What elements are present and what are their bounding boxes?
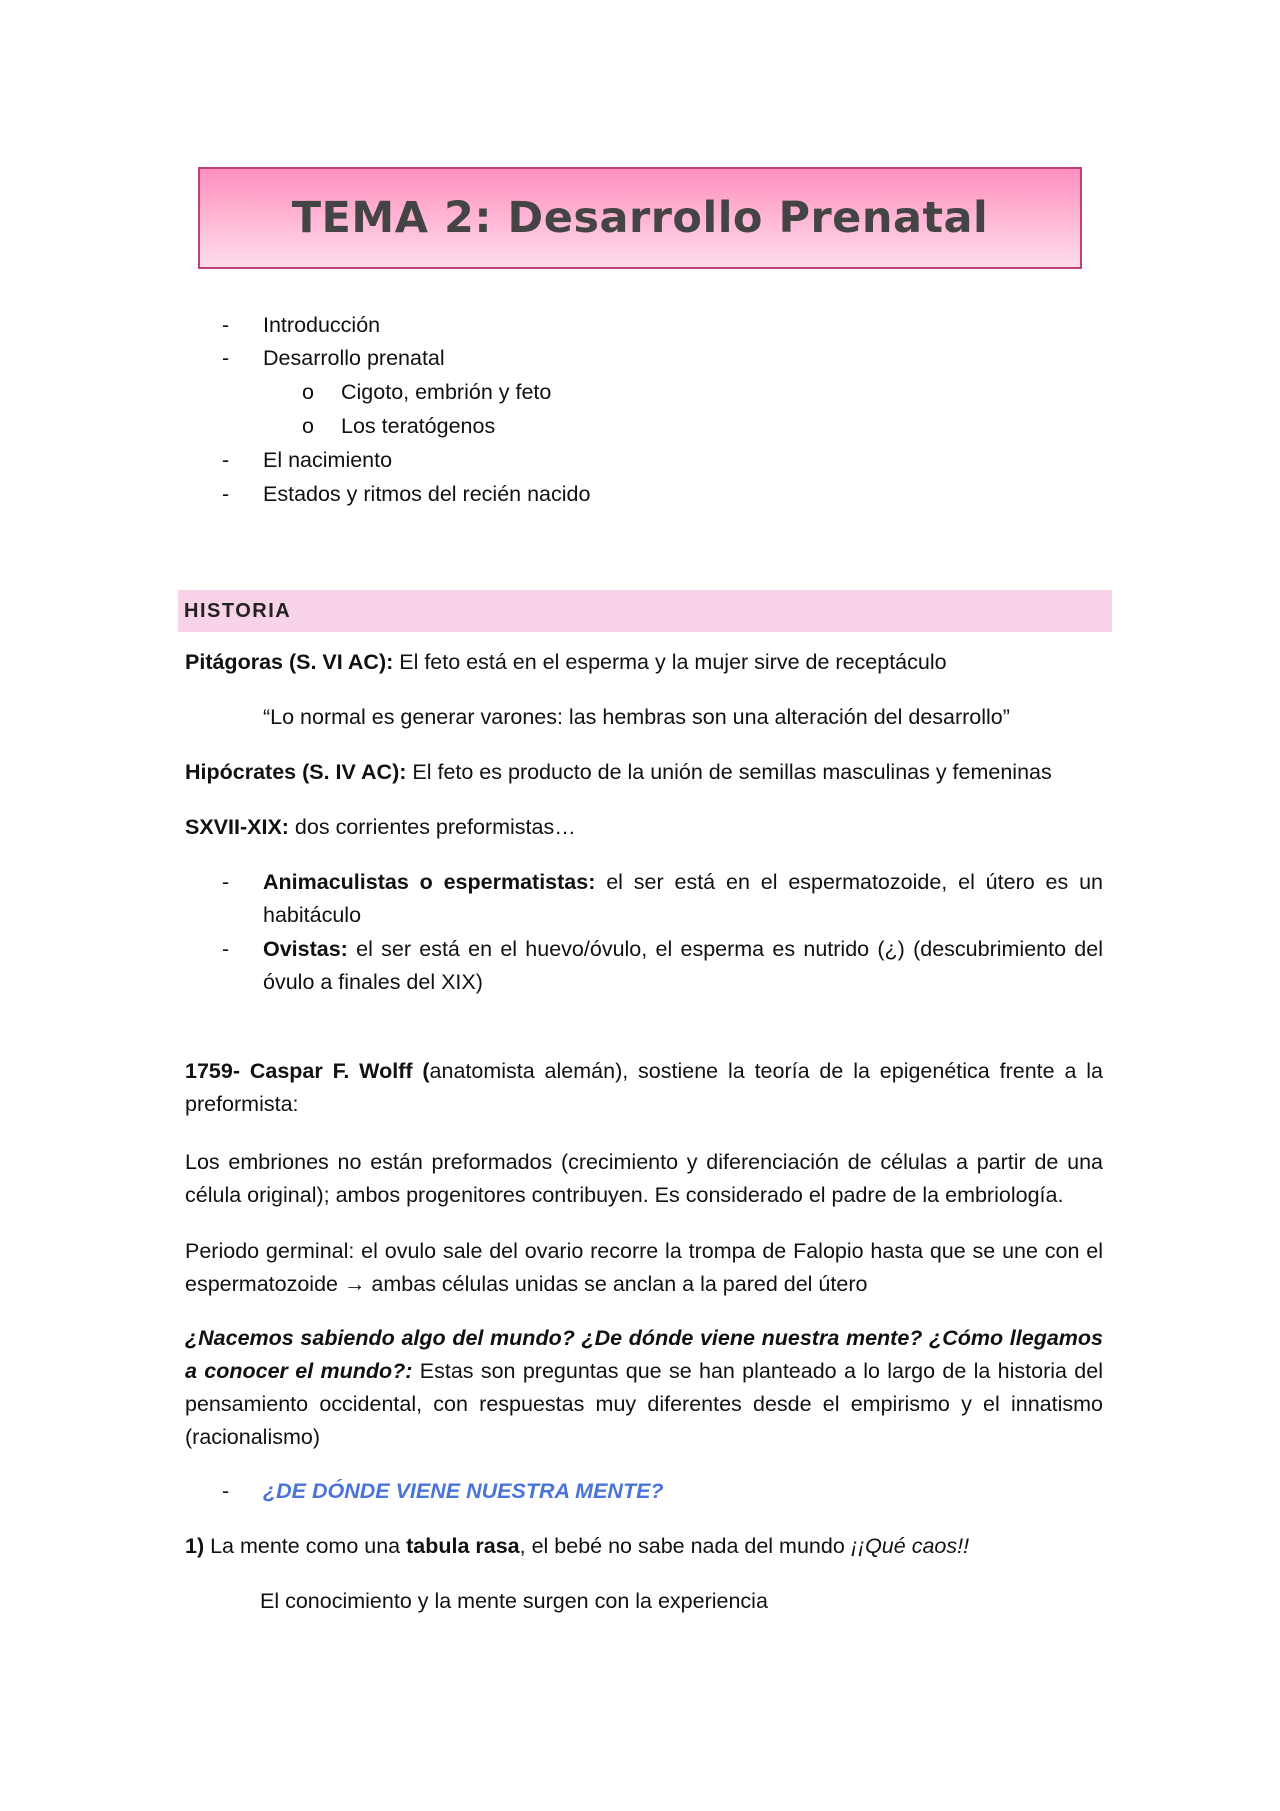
circle-bullet: o — [302, 380, 314, 404]
germinal-text-a: Periodo germinal: el ovulo sale del ovario recorre la trompa de Falopio hasta que se une con el espermatozoide — [185, 1239, 1103, 1296]
index-item-introduccion: Introducción — [263, 313, 381, 337]
ovistas-label: Ovistas: — [263, 937, 348, 961]
hipocrates-label: Hipócrates (S. IV AC): — [185, 760, 407, 784]
section-heading-bar — [178, 590, 1112, 632]
pitagoras-quote: “Lo normal es generar varones: las hembras son una alteración del desarrollo” — [263, 705, 1010, 729]
ovistas-text: el ser está en el huevo/óvulo, el esperma es nutrido (¿) (descubrimiento del óvulo a finales del XIX) — [263, 937, 1103, 994]
section-heading: HISTORIA — [184, 600, 292, 622]
point1-bold: tabula rasa — [406, 1534, 520, 1558]
sxvii-text: dos corrientes preformistas… — [288, 815, 576, 839]
dash-bullet: - — [222, 937, 230, 961]
hipocrates-text: El feto es producto de la unión de semillas masculinas y femeninas — [406, 760, 1052, 784]
paragraph-hipocrates — [185, 756, 1103, 789]
wolff-label: 1759- Caspar F. Wolff ( — [185, 1059, 430, 1083]
index-subitem-teratogenos: Los teratógenos — [341, 414, 496, 438]
paragraph-point-1 — [185, 1530, 1103, 1563]
sxvii-label: SXVII-XIX: — [185, 815, 289, 839]
germinal-text-b: ambas células unidas se anclan a la pared del útero — [365, 1272, 868, 1296]
point1-text-b: , el bebé no sabe nada del mundo — [519, 1534, 851, 1558]
paragraph-germinal — [185, 1235, 1103, 1301]
pitagoras-label: Pitágoras (S. VI AC): — [185, 650, 394, 674]
paragraph-embriones: Los embriones no están preformados (crecimiento y diferenciación de células a partir de una célula original); ambos progenitores contribuyen. Es considerado el padre de la embriología. — [185, 1150, 1103, 1207]
mind-heading: ¿DE DÓNDE VIENE NUESTRA MENTE? — [263, 1479, 664, 1503]
point1-text-a: La mente como una — [204, 1534, 407, 1558]
wolff-text: anatomista alemán), sostiene la teoría de la epigenética frente a la preformista: — [185, 1059, 1103, 1116]
circle-bullet: o — [302, 414, 314, 438]
questions-text: Estas son preguntas que se han planteado a lo largo de la historia del pensamiento occidental, con respuestas muy diferentes desde el empirismo y el innatismo (racionalismo) — [185, 1359, 1104, 1449]
dash-bullet: - — [222, 448, 230, 472]
animaculistas-text: el ser está en el espermatozoide, el útero es un habitáculo — [263, 870, 1103, 927]
dash-bullet: - — [222, 482, 230, 506]
index-item-desarrollo: Desarrollo prenatal — [263, 346, 445, 370]
questions-label: ¿Nacemos sabiendo algo del mundo? ¿De dónde viene nuestra mente? ¿Cómo llegamos a conocer el mundo?: — [185, 1326, 1103, 1383]
arrow-right-icon: → — [343, 1272, 366, 1296]
list-item-animaculistas — [263, 866, 1103, 932]
point1-sub: El conocimiento y la mente surgen con la experiencia — [260, 1589, 768, 1613]
index-subitem-cigoto: Cigoto, embrión y feto — [341, 380, 552, 404]
paragraph-sxvii — [185, 811, 1103, 844]
animaculistas-label: Animaculistas o espermatistas: — [263, 870, 596, 894]
pitagoras-text: El feto está en el esperma y la mujer sirve de receptáculo — [393, 650, 947, 674]
point1-italic: ¡¡Qué caos!! — [850, 1534, 970, 1558]
paragraph-pitagoras — [185, 646, 1103, 679]
index-item-estados: Estados y ritmos del recién nacido — [263, 482, 591, 506]
title-box — [198, 167, 1082, 269]
dash-bullet: - — [222, 870, 230, 894]
paragraph-wolff — [185, 1055, 1103, 1121]
page-title: TEMA 2: Desarrollo Prenatal — [291, 193, 989, 243]
dash-bullet: - — [222, 346, 230, 370]
paragraph-questions — [185, 1322, 1103, 1454]
dash-bullet: - — [222, 313, 230, 337]
dash-bullet: - — [222, 1479, 230, 1503]
point1-number: 1) — [185, 1534, 205, 1558]
list-item-ovistas — [263, 933, 1103, 999]
list-item-mind-heading — [263, 1475, 1103, 1508]
index-item-nacimiento: El nacimiento — [263, 448, 393, 472]
